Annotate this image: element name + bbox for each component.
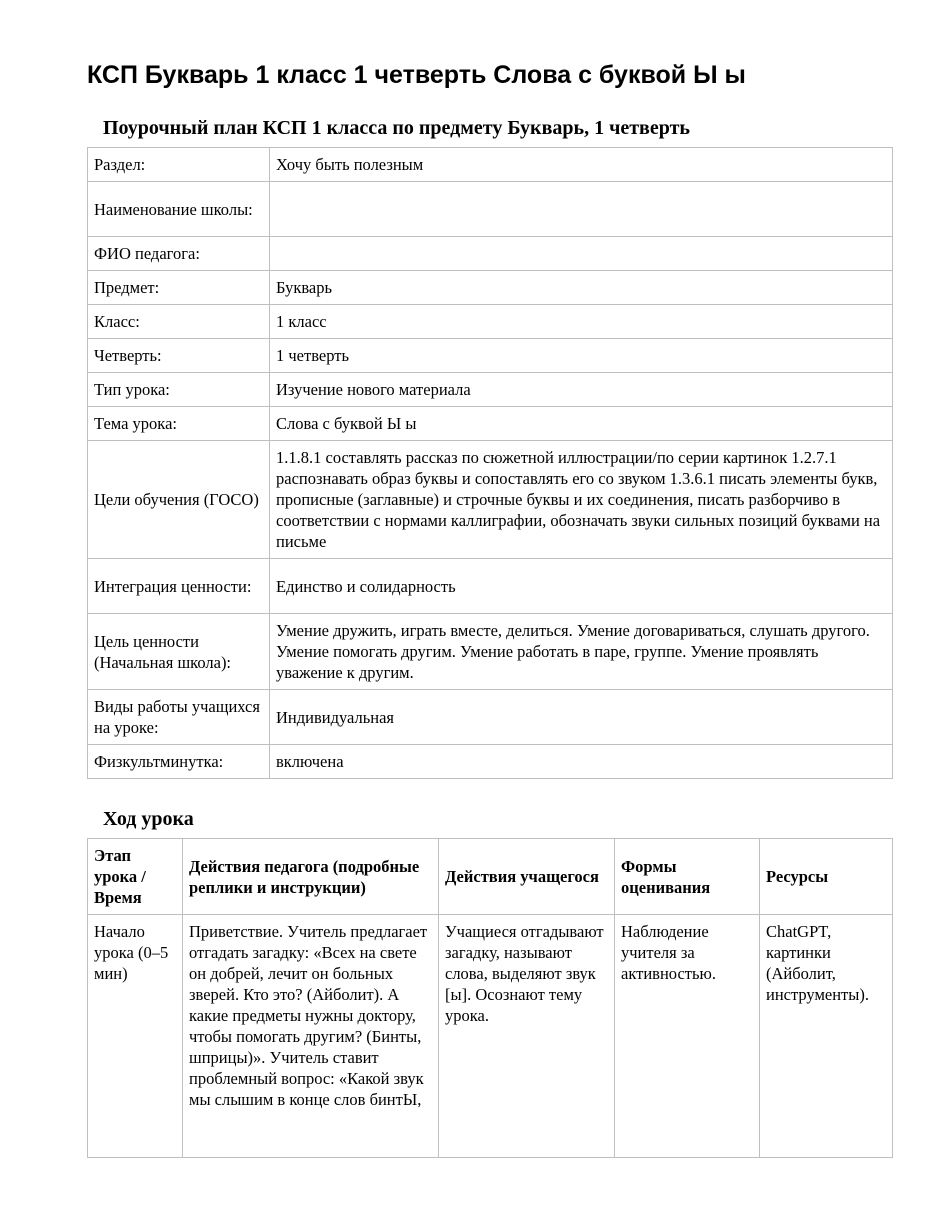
info-value: Букварь: [270, 271, 893, 305]
info-label: Класс:: [88, 305, 270, 339]
stage-cell: Начало урока (0–5 мин): [88, 915, 183, 1158]
table-row: [88, 915, 893, 1158]
table-row: [88, 339, 893, 373]
plan-heading: Поурочный план КСП 1 класса по предмету Букварь, 1 четверть: [103, 117, 690, 139]
column-header-teacher-actions: Действия педагога (подробные реплики и инструкции): [183, 839, 439, 915]
table-row: [88, 182, 893, 237]
column-header-assessment: Формы оценивания: [615, 839, 760, 915]
document-title: КСП Букварь 1 класс 1 четверть Слова с буквой Ы ы: [87, 61, 746, 89]
info-value: Слова с буквой Ы ы: [270, 407, 893, 441]
info-value: 1.1.8.1 составлять рассказ по сюжетной иллюстрации/по серии картинок 1.2.7.1 распознавать образ буквы и сопоставлять его со звуком 1.3.6.1 писать элементы букв, прописные (заглавные) и строчные буквы и их соединения, писать разборчиво в соответствии с нормами каллиграфии, обозначать звуки сильных позиций буквами на письме: [270, 441, 893, 559]
assessment-cell: Наблюдение учителя за активностью.: [615, 915, 760, 1158]
info-label: Наименование школы:: [88, 182, 270, 237]
table-row: [88, 559, 893, 614]
lesson-info-table: [87, 147, 893, 779]
table-header-row: [88, 839, 893, 915]
info-label: Предмет:: [88, 271, 270, 305]
table-row: [88, 271, 893, 305]
info-value: [270, 237, 893, 271]
info-value: [270, 182, 893, 237]
resources-cell: ChatGPT, картинки (Айболит, инструменты).: [760, 915, 893, 1158]
student-actions-cell: Учащиеся отгадывают загадку, называют слова, выделяют звук [ы]. Осознают тему урока.: [439, 915, 615, 1158]
table-row: [88, 237, 893, 271]
info-value: Изучение нового материала: [270, 373, 893, 407]
table-row: [88, 148, 893, 182]
info-label: ФИО педагога:: [88, 237, 270, 271]
column-header-stage: Этап урока / Время: [88, 839, 183, 915]
info-value: Умение дружить, играть вместе, делиться. Умение договариваться, слушать другого. Умение помогать другим. Умение работать в паре, группе. Умение проявлять уважение к другим.: [270, 614, 893, 690]
column-header-resources: Ресурсы: [760, 839, 893, 915]
info-label: Тема урока:: [88, 407, 270, 441]
info-label: Тип урока:: [88, 373, 270, 407]
info-value: Единство и солидарность: [270, 559, 893, 614]
table-row: [88, 614, 893, 690]
table-row: [88, 690, 893, 745]
table-row: [88, 407, 893, 441]
info-label: Цели обучения (ГОСО): [88, 441, 270, 559]
info-value: Индивидуальная: [270, 690, 893, 745]
info-value: 1 класс: [270, 305, 893, 339]
info-value: включена: [270, 745, 893, 779]
info-label: Физкультминутка:: [88, 745, 270, 779]
info-value: 1 четверть: [270, 339, 893, 373]
info-label: Цель ценности (Начальная школа):: [88, 614, 270, 690]
info-value: Хочу быть полезным: [270, 148, 893, 182]
lesson-flow-table: [87, 838, 893, 1158]
lesson-heading: Ход урока: [103, 808, 194, 830]
column-header-student-actions: Действия учащегося: [439, 839, 615, 915]
info-label: Раздел:: [88, 148, 270, 182]
teacher-actions-cell: Приветствие. Учитель предлагает отгадать загадку: «Всех на свете он добрей, лечит он больных зверей. Кто это? (Айболит). А какие предметы нужны доктору, чтобы помогать другим? (Бинты, шприцы)». Учитель ставит проблемный вопрос: «Какой звук мы слышим в конце слов бинтЫ,: [183, 915, 439, 1158]
info-label: Интеграция ценности:: [88, 559, 270, 614]
table-row: [88, 745, 893, 779]
table-row: [88, 373, 893, 407]
table-row: [88, 305, 893, 339]
info-label: Четверть:: [88, 339, 270, 373]
info-label: Виды работы учащихся на уроке:: [88, 690, 270, 745]
table-row: [88, 441, 893, 559]
